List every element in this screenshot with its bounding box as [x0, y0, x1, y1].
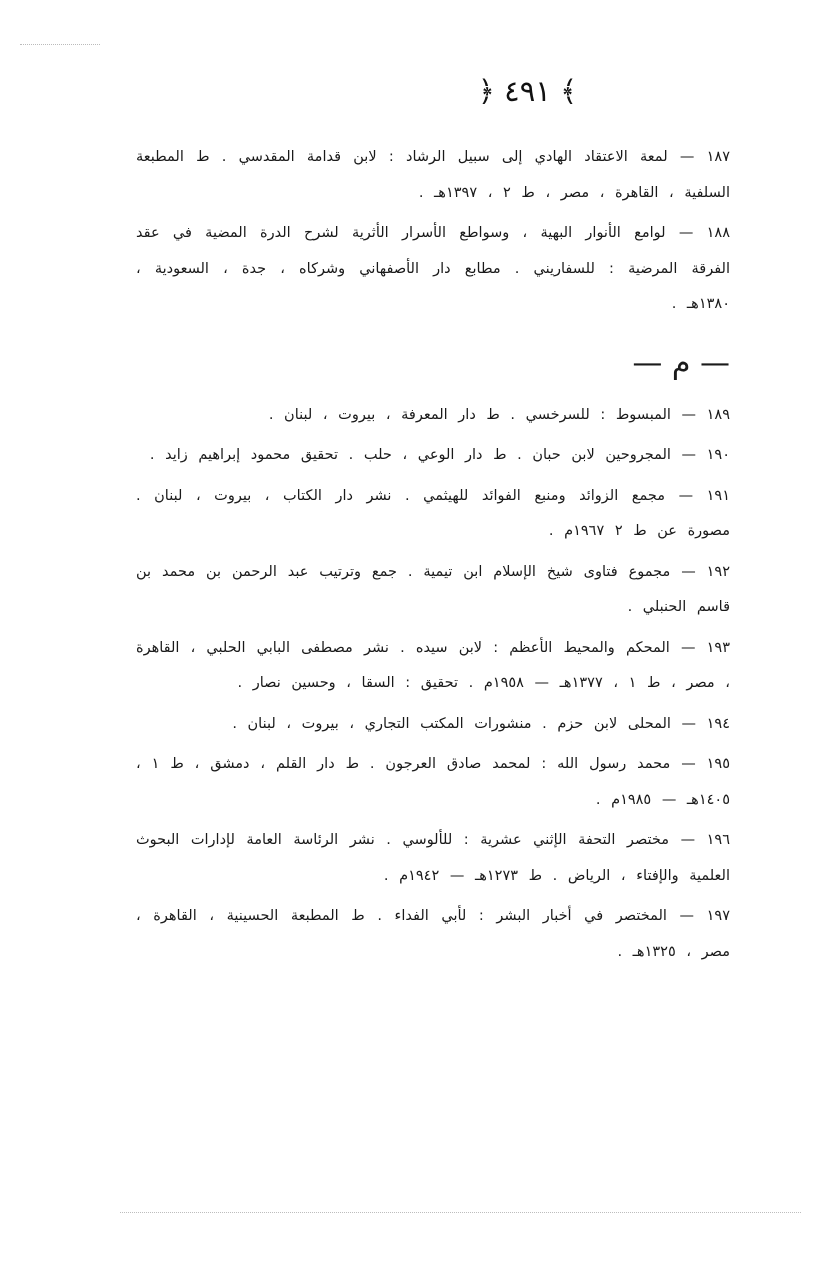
section-heading-meem: — م —: [632, 345, 730, 381]
bibliography-entry-195: ١٩٥ — محمد رسول الله : لمحمد صادق العرجون . ط دار القلم ، دمشق ، ط ١ ، ١٤٠٥هـ — ١٩٨٥م .: [136, 756, 730, 808]
bibliography-entry-191: ١٩١ — مجمع الزوائد ومنبع الفوائد للهيثمي . نشر دار الكتاب ، بيروت ، لبنان . مصورة عن ط ٢ ١٩٦٧م .: [136, 487, 730, 539]
bibliography-entry-192: ١٩٢ — مجموع فتاوى شيخ الإسلام ابن تيمية . جمع وترتيب عبد الرحمن بن محمد بن قاسم الحنبلي .: [136, 563, 730, 615]
scan-edge-mark-bottom: [120, 1212, 801, 1213]
scan-edge-mark: [20, 44, 100, 45]
bibliography-entry-197: ١٩٧ — المختصر في أخبار البشر : لأبي الفداء . ط المطبعة الحسينية ، القاهرة ، مصر ، ١٣٢٥هـ .: [136, 908, 730, 960]
bibliography-entry-187: ١٨٧ — لمعة الاعتقاد الهادي إلى سبيل الرشاد : لابن قدامة المقدسي . ط المطبعة السلفية ، القاهرة ، مصر ، ط ٢ ، ١٣٩٧هـ .: [136, 149, 730, 201]
bibliography-entry-188: ١٨٨ — لوامع الأنوار البهية ، وسواطع الأسرار الأثرية لشرح الدرة المضية في عقد الفرقة المرضية : للسفاريني . مطابع دار الأصفهاني وشركاه ، جدة ، السعودية ، ١٣٨٠هـ .: [136, 225, 730, 312]
bibliography-list: [136, 140, 730, 975]
bibliography-entry-190: ١٩٠ — المجروحين لابن حبان . ط دار الوعي ، حلب . تحقيق محمود إبراهيم زايد .: [149, 447, 730, 463]
bibliography-entry-189: ١٨٩ — المبسوط : للسرخسي . ط دار المعرفة ، بيروت ، لبنان .: [268, 406, 730, 423]
page-number: ﴿ ٤٩١ ﴾: [477, 74, 578, 108]
bibliography-entry-193: ١٩٣ — المحكم والمحيط الأعظم : لابن سيده . نشر مصطفى البابي الحلبي ، القاهرة ، مصر ، ط ١ ، ١٣٧٧هـ — ١٩٥٨م . تحقيق : السقا ، وحسين نصار .: [136, 639, 730, 691]
bibliography-entry-196: ١٩٦ — مختصر التحفة الإثني عشرية : للألوسي . نشر الرئاسة العامة لإدارات البحوث العلمية والإفتاء ، الرياض . ط ١٢٧٣هـ — ١٩٤٢م .: [136, 832, 730, 884]
bibliography-entry-194: ١٩٤ — المحلى لابن حزم . منشورات المكتب التجاري ، بيروت ، لبنان .: [232, 715, 730, 732]
